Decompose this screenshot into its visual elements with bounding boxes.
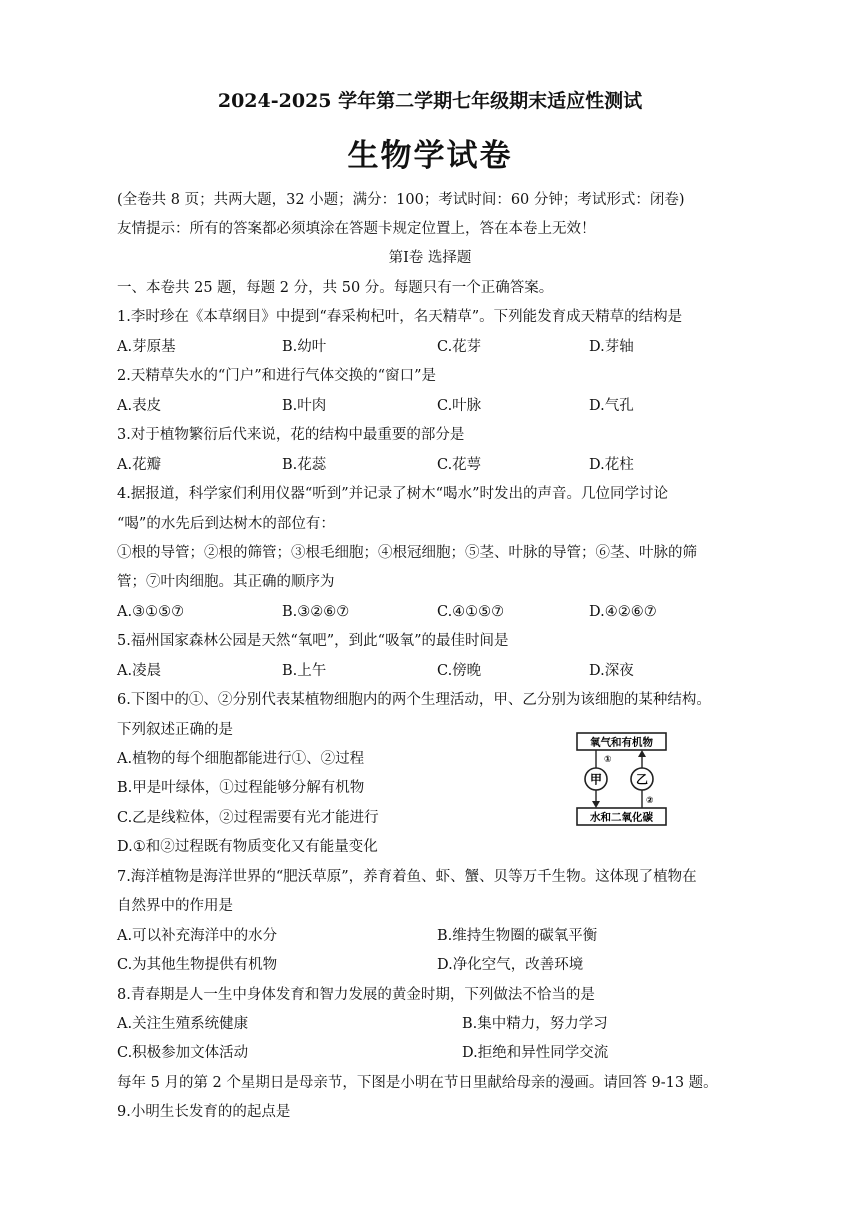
question-4-stem-line1: 4.据报道，科学家们利用仪器“听到”并记录了树木“喝水”时发出的声音。几位同学讨论 bbox=[117, 486, 668, 502]
q5-option-b: B.上午 bbox=[282, 663, 327, 679]
section-instruction: 一、本卷共 25 题，每题 2 分，共 50 分。每题只有一个正确答案。 bbox=[117, 280, 554, 296]
q2-option-b: B.叶肉 bbox=[282, 398, 327, 414]
q7-option-c: C.为其他生物提供有机物 bbox=[117, 957, 278, 973]
q3-option-b: B.花蕊 bbox=[282, 457, 327, 473]
q1-option-d: D.芽轴 bbox=[589, 339, 634, 355]
q3-option-c: C.花萼 bbox=[437, 457, 482, 473]
q8-option-a: A.关注生殖系统健康 bbox=[117, 1016, 249, 1032]
photosynthesis-respiration-diagram bbox=[572, 731, 672, 831]
q6-option-c: C.乙是线粒体，②过程需要有光才能进行 bbox=[117, 810, 379, 826]
diagram-top-label: 氧气和有机物 bbox=[590, 736, 653, 749]
q1-option-b: B.幼叶 bbox=[282, 339, 327, 355]
q2-option-d: D.气孔 bbox=[589, 398, 634, 414]
q5-option-d: D.深夜 bbox=[589, 663, 634, 679]
q6-option-d: D.①和②过程既有物质变化又有能量变化 bbox=[117, 839, 378, 855]
question-4-stem-line3: ①根的导管；②根的筛管；③根毛细胞；④根冠细胞；⑤茎、叶脉的导管；⑥茎、叶脉的筛 bbox=[117, 545, 697, 561]
q7-option-a: A.可以补充海洋中的水分 bbox=[117, 928, 278, 944]
q7-option-b: B.维持生物圈的碳氧平衡 bbox=[437, 928, 598, 944]
diagram-circle-jia-label: 甲 bbox=[589, 772, 603, 787]
diagram-circle-yi-label: 乙 bbox=[635, 772, 649, 787]
q8-option-d: D.拒绝和异性同学交流 bbox=[462, 1045, 609, 1061]
question-6-stem-line1: 6.下图中的①、②分别代表某植物细胞内的两个生理活动，甲、乙分别为该细胞的某种结构。 bbox=[117, 692, 711, 708]
question-8-stem: 8.青春期是人一生中身体发育和智力发展的黄金时期，下列做法不恰当的是 bbox=[117, 987, 595, 1003]
q6-option-a: A.植物的每个细胞都能进行①、②过程 bbox=[117, 751, 365, 767]
q4-option-a: A.③①⑤⑦ bbox=[117, 604, 185, 620]
question-6-stem-line2: 下列叙述正确的是 bbox=[117, 722, 233, 738]
question-7-stem-line2: 自然界中的作用是 bbox=[117, 898, 233, 914]
q7-option-d: D.净化空气，改善环境 bbox=[437, 957, 584, 973]
q4-option-d: D.④②⑥⑦ bbox=[589, 604, 657, 620]
question-7-stem-line1: 7.海洋植物是海洋世界的“肥沃草原”，养育着鱼、虾、蟹、贝等万千生物。这体现了植物在 bbox=[117, 869, 697, 885]
diagram-mark-2: ② bbox=[646, 796, 654, 806]
section-heading: 第Ⅰ卷 选择题 bbox=[388, 250, 472, 266]
question-2-stem: 2.天精草失水的“门户”和进行气体交换的“窗口”是 bbox=[117, 368, 436, 384]
diagram-arrowhead-down bbox=[592, 801, 600, 808]
q1-option-a: A.芽原基 bbox=[117, 339, 176, 355]
diagram-bottom-label: 水和二氧化碳 bbox=[590, 811, 653, 824]
question-4-stem-line2: “喝”的水先后到达树木的部位有： bbox=[117, 516, 335, 532]
exam-subject-title: 生物学试卷 bbox=[347, 138, 513, 174]
q8-option-b: B.集中精力，努力学习 bbox=[462, 1016, 608, 1032]
exam-info: (全卷共 8 页；共两大题，32 小题；满分：100；考试时间：60 分钟；考试形式：闭卷) bbox=[117, 192, 685, 208]
exam-title: 2024-2025 学年第二学期七年级期末适应性测试 bbox=[217, 90, 643, 112]
q5-option-a: A.凌晨 bbox=[117, 663, 162, 679]
q6-option-b: B.甲是叶绿体，①过程能够分解有机物 bbox=[117, 780, 365, 796]
q2-option-c: C.叶脉 bbox=[437, 398, 482, 414]
q4-option-b: B.③②⑥⑦ bbox=[282, 604, 350, 620]
q8-option-c: C.积极参加文体活动 bbox=[117, 1045, 249, 1061]
diagram-mark-1: ① bbox=[604, 755, 612, 765]
q3-option-a: A.花瓣 bbox=[117, 457, 162, 473]
diagram-arrowhead-up bbox=[638, 750, 646, 757]
question-1-stem: 1.李时珍在《本草纲目》中提到“春采枸杞叶，名天精草”。下列能发育成天精草的结构是 bbox=[117, 309, 683, 325]
q2-option-a: A.表皮 bbox=[117, 398, 162, 414]
question-4-stem-line4: 管；⑦叶肉细胞。其正确的顺序为 bbox=[117, 574, 335, 590]
question-3-stem: 3.对于植物繁衍后代来说，花的结构中最重要的部分是 bbox=[117, 427, 465, 443]
question-9-stem: 9.小明生长发育的的起点是 bbox=[117, 1104, 291, 1120]
q4-option-c: C.④①⑤⑦ bbox=[437, 604, 505, 620]
q5-option-c: C.傍晚 bbox=[437, 663, 482, 679]
q3-option-d: D.花柱 bbox=[589, 457, 634, 473]
q1-option-c: C.花芽 bbox=[437, 339, 482, 355]
question-5-stem: 5.福州国家森林公园是天然“氧吧”，到此“吸氧”的最佳时间是 bbox=[117, 633, 509, 649]
passage-text: 每年 5 月的第 2 个星期日是母亲节，下图是小明在节日里献给母亲的漫画。请回答 9-13 题。 bbox=[117, 1075, 718, 1091]
friendly-tip: 友情提示：所有的答案都必须填涂在答题卡规定位置上，答在本卷上无效！ bbox=[117, 221, 596, 237]
